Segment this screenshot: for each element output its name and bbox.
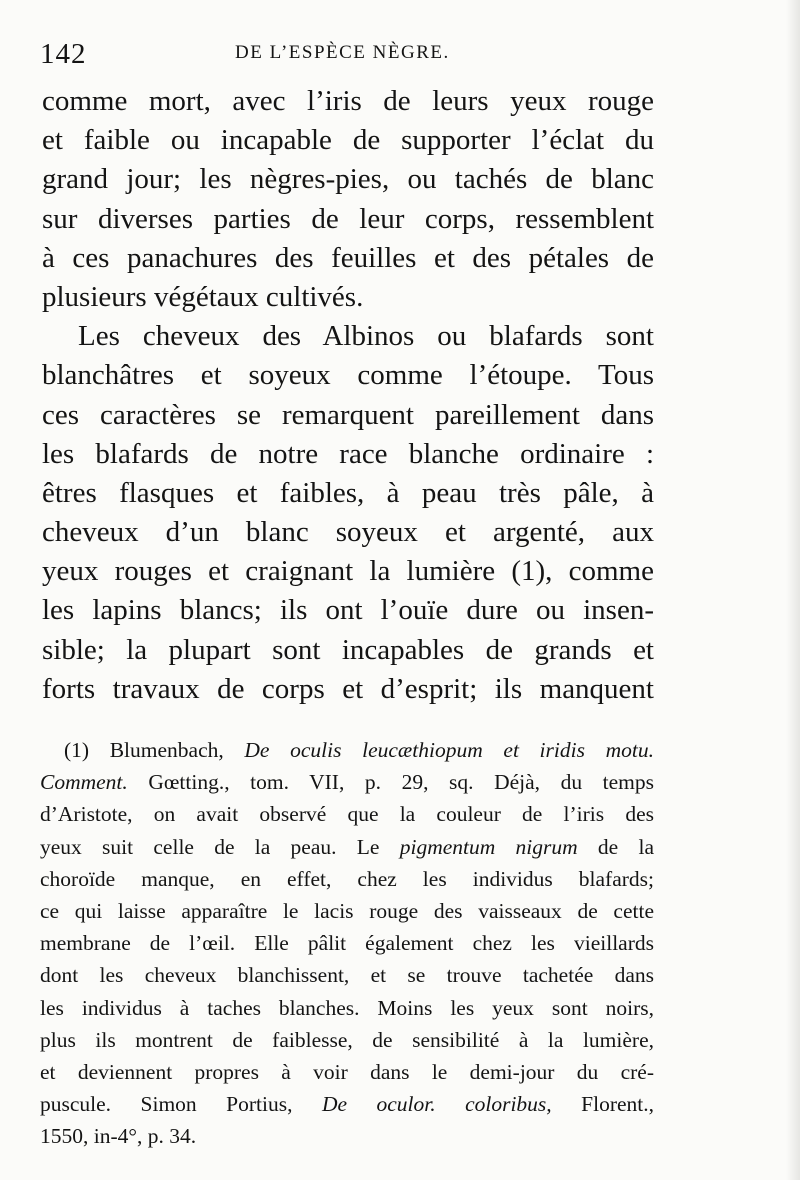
footnote-text: Gœtting., tom. VII, p. 29, sq. Déjà, du temps [127,770,654,795]
footnote-italic-title: De oculor. coloribus, [321,1092,552,1117]
text-line: et faible ou incapable de supporter l’éclat du [42,124,654,157]
footnote-text: de la [577,834,654,859]
footnote-italic-text: Comment. [40,770,128,795]
text-line: blanchâtres et soyeux comme l’étoupe. Tous [42,359,654,392]
text-line: yeux rouges et craignant la lumière (1), comme [42,555,654,588]
text-line: à ces panachures des feuilles et des pétales de [42,241,654,274]
footnote-line [40,831,654,863]
footnote-line: d’Aristote, on avait observé que la couleur de l’iris des [40,802,654,827]
footnote-line [40,734,654,766]
text-line: sur diverses parties de leur corps, ressemblent [42,202,654,235]
footnote-line: ce qui laisse apparaître le lacis rouge des vaisseaux de cette [40,898,654,923]
footnote-line [40,766,654,798]
footnote-line: et deviennent propres à voir dans le demi-jour du cré- [40,1059,654,1084]
running-head: DE L’ESPÈCE NÈGRE. [235,42,450,63]
text-line: sible; la plupart sont incapables de grands et [42,633,654,666]
text-line: les blafards de notre race blanche ordinaire : [42,437,654,470]
footnote-text: Florent., [551,1092,655,1117]
footnote-text: yeux suit celle de la peau. Le [40,834,400,859]
footnote-text: (1) Blumenbach, [64,738,245,762]
footnote-line: 1550, in-4°, p. 34. [40,1124,197,1149]
page-header [40,34,752,74]
footnote-line: plus ils montrent de faiblesse, de sensibilité à la lumière, [40,1027,654,1052]
footnote-italic-text: pigmentum nigrum [399,834,578,859]
text-line: Les cheveux des Albinos ou blafards sont [78,320,654,353]
text-line: cheveux d’un blanc soyeux et argenté, aux [42,516,654,549]
page-edge-shadow [786,0,800,1180]
footnote-italic-title: De oculis leucæthiopum et iridis motu. [244,738,654,762]
text-line: comme mort, avec l’iris de leurs yeux rouge [42,85,654,117]
footnote-text: puscule. Simon Portius, [40,1092,322,1117]
footnote-line: membrane de l’œil. Elle pâlit également chez les vieillards [40,931,654,956]
text-line: grand jour; les nègres-pies, ou tachés de blanc [42,163,654,196]
text-line: plusieurs végétaux cultivés. [42,280,364,313]
footnote-line: dont les cheveux blanchissent, et se trouve tachetée dans [40,963,654,988]
page-number: 142 [40,38,87,70]
footnote-line: choroïde manque, en effet, chez les individus blafards; [40,866,654,891]
text-line: ces caractères se remarquent pareillement dans [42,398,654,431]
text-line: forts travaux de corps et d’esprit; ils manquent [42,672,654,705]
footnote-line: les individus à taches blanches. Moins les yeux sont noirs, [40,995,654,1020]
footnote [40,734,654,1152]
text-line: êtres flasques et faibles, à peau très pâle, à [42,476,654,509]
main-text [42,82,654,709]
text-line: les lapins blancs; ils ont l’ouïe dure ou insen- [42,594,654,627]
footnote-line [40,1088,654,1120]
